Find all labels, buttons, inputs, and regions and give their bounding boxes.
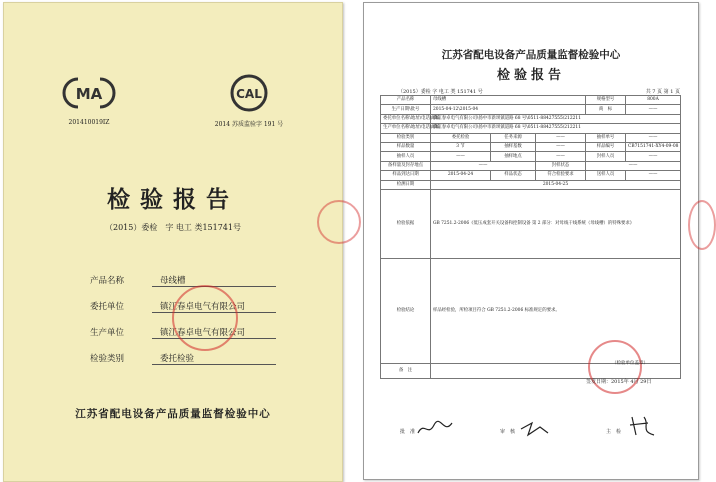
table-row: 检验类别 委托检验 任务来源 —— 抽样单号 —— bbox=[381, 133, 681, 142]
report-organization: 江苏省配电设备产品质量监督检验中心 bbox=[441, 49, 621, 61]
table-row: 生产单位名称\地址\电话\邮编 镇江春卓电气有限公司\扬中市新坝镇道路 68 号\0511-88427555\212211 bbox=[381, 124, 681, 133]
report-title: 检验报告 bbox=[496, 68, 565, 83]
approver-signature bbox=[416, 419, 456, 439]
cal-logo-icon bbox=[227, 73, 271, 113]
table-row: 样品到达日期 2015-04-24 样品状态 符合检验要求 送样人员 —— bbox=[381, 171, 681, 180]
edge-seal-right-icon bbox=[688, 200, 716, 250]
field-value: 镇江春卓电气有限公司 bbox=[152, 300, 276, 313]
red-seal-icon bbox=[172, 285, 238, 351]
table-row: 样品数量 3 节 抽样基数 —— 样品编号 CB7151741-XY4-09-08 bbox=[381, 142, 681, 151]
approve-label: 批 准 bbox=[400, 429, 416, 435]
table-row: 委托单位名称\地址\电话\邮编 镇江春卓电气有限公司\扬中市新坝镇道路 68 号\0511-88427555\212211 bbox=[381, 114, 681, 123]
svg-text:CAL: CAL bbox=[236, 87, 262, 101]
conclusion-text: 样品经检验，所检项目符合 GB 7251.2-2006 标准规定的要求。 bbox=[433, 307, 560, 313]
table-row: 产品名称 母线槽 规格型号 800A bbox=[381, 96, 681, 105]
edge-seal-icon bbox=[317, 200, 361, 244]
field-value: 镇江春卓电气有限公司 bbox=[152, 326, 276, 339]
svg-text:MA: MA bbox=[75, 85, 103, 103]
table-row: 检测日期 2015-04-25 bbox=[381, 180, 681, 189]
review-label: 审 核 bbox=[500, 429, 516, 435]
stamp-caption: （检验单位盖章） bbox=[612, 361, 648, 366]
inspection-stamp-icon bbox=[588, 340, 642, 394]
cma-logo-icon bbox=[62, 73, 116, 113]
field-label: 产品名称 bbox=[90, 276, 125, 286]
cover-report-number: （2015）委检 字 电工 类151741号 bbox=[105, 223, 241, 232]
report-number: （2015）委检 字 电工 类 151741 号 bbox=[398, 89, 483, 95]
table-row: 抽样人员 —— 抽样地点 —— 封样人员 —— bbox=[381, 152, 681, 161]
field-label: 检验类别 bbox=[90, 354, 125, 364]
table-row: 检验依据 GB 7251.2-2006《低压成套开关设备和控制设备 第 2 部分：对母线干线系统（母线槽）的特殊要求》 bbox=[381, 189, 681, 258]
table-row: 生产日期\批号 2015-04-12\2015-04 商 标 —— bbox=[381, 105, 681, 114]
issue-date: 签发日期：2015年 4月 29日 bbox=[586, 379, 652, 385]
main-inspector-label: 主 检 bbox=[606, 429, 622, 435]
cover-page bbox=[3, 2, 343, 482]
table-row: 备样量及封存地点 —— 封样状态 —— bbox=[381, 161, 681, 170]
table-row: 备 注 bbox=[381, 363, 681, 378]
field-label: 委托单位 bbox=[90, 302, 125, 312]
report-page bbox=[363, 2, 699, 480]
cma-code: 201410019IZ bbox=[68, 119, 110, 126]
page-info: 共 7 页 第 1 页 bbox=[645, 89, 680, 95]
cover-organization: 江苏省配电设备产品质量监督检验中心 bbox=[75, 408, 271, 420]
cal-mark bbox=[204, 73, 294, 128]
field-product bbox=[90, 274, 276, 287]
cma-mark bbox=[44, 73, 134, 126]
report-table bbox=[380, 95, 681, 379]
field-value: 母线槽 bbox=[152, 274, 276, 287]
field-value: 委托检验 bbox=[152, 352, 276, 365]
field-type bbox=[90, 352, 276, 365]
field-label: 生产单位 bbox=[90, 328, 125, 338]
cover-title: 检验报告 bbox=[107, 186, 239, 213]
inspector-signature bbox=[626, 413, 662, 439]
reviewer-signature bbox=[518, 419, 554, 439]
cal-code: 2014 苏质监验字 191 号 bbox=[214, 121, 284, 128]
table-row: 检验结论 样品经检验，所检项目符合 GB 7251.2-2006 标准规定的要求。 bbox=[381, 258, 681, 363]
